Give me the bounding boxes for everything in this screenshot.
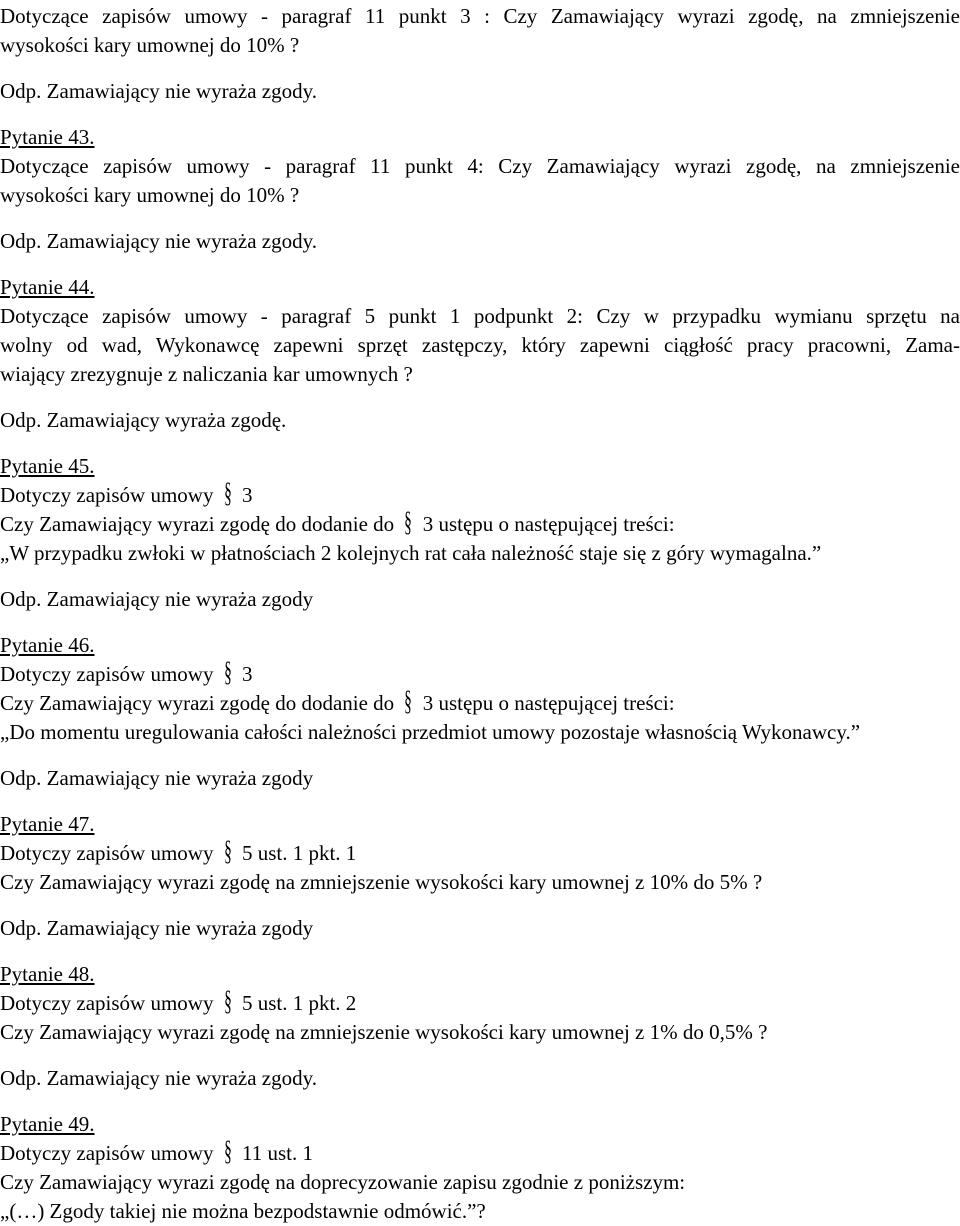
paragraph [0, 1110, 960, 1226]
paragraph [0, 1064, 960, 1093]
text-fragment: Dotyczy zapisów umowy [0, 662, 219, 686]
text-fragment: Dotyczy zapisów umowy [0, 991, 219, 1015]
text-fragment: Odp. Zamawiający nie wyraża zgody. [0, 1066, 317, 1090]
text-fragment: Odp. Zamawiający nie wyraża zgody [0, 916, 314, 940]
section-sign: § [223, 478, 232, 509]
paragraph-gap [0, 793, 960, 810]
paragraph-gap [0, 747, 960, 764]
question-heading: Pytanie 43. [0, 125, 95, 149]
section-sign: § [223, 657, 232, 688]
text-line [0, 507, 960, 539]
text-fragment: „W przypadku zwłoki w płatnościach 2 kolejnych rat cała należność staje się z góry wymagalna.” [0, 541, 822, 565]
text-fragment: Czy Zamawiający wyrazi zgodę na zmniejszenie wysokości kary umownej z 1% do 0,5% ? [0, 1020, 768, 1044]
paragraph-gap [0, 210, 960, 227]
text-fragment: 5 ust. 1 pkt. 1 [236, 841, 357, 865]
text-line [0, 181, 960, 210]
text-line [0, 986, 960, 1018]
paragraph [0, 77, 960, 106]
text-fragment: Odp. Zamawiający nie wyraża zgody [0, 766, 314, 790]
text-line [0, 31, 960, 60]
text-line [0, 868, 960, 897]
text-line [0, 227, 960, 256]
text-fragment: 3 ustępu o następującej treści: [417, 691, 675, 715]
text-fragment: 3 [236, 662, 253, 686]
question-heading-line [0, 452, 960, 481]
text-line [0, 478, 960, 510]
question-heading-line [0, 273, 960, 302]
question-heading-line [0, 631, 960, 660]
section-sign: § [404, 507, 413, 538]
paragraph [0, 273, 960, 389]
question-heading-line [0, 1110, 960, 1139]
text-line [0, 914, 960, 943]
paragraph [0, 585, 960, 614]
text-line [0, 2, 960, 31]
text-fragment: Dotyczące zapisów umowy - paragraf 5 punkt 1 podpunkt 2: Czy w przypadku wymianu sprzętu na [0, 304, 960, 328]
paragraph [0, 406, 960, 435]
text-fragment: „(…) Zgody takiej nie można bezpodstawnie odmówić.”? [0, 1199, 486, 1223]
paragraph [0, 810, 960, 897]
paragraph-gap [0, 256, 960, 273]
text-fragment: 3 [236, 483, 253, 507]
text-line [0, 836, 960, 868]
text-fragment: Odp. Zamawiający nie wyraża zgody. [0, 79, 317, 103]
paragraph-gap [0, 1093, 960, 1110]
text-fragment: Czy Zamawiający wyrazi zgodę do dodanie do [0, 512, 400, 536]
question-heading: Pytanie 48. [0, 962, 95, 986]
question-heading: Pytanie 47. [0, 812, 95, 836]
text-line [0, 331, 960, 360]
paragraph [0, 960, 960, 1047]
text-line [0, 539, 960, 568]
text-line [0, 360, 960, 389]
text-line [0, 585, 960, 614]
text-line [0, 77, 960, 106]
paragraph-gap [0, 614, 960, 631]
paragraph [0, 227, 960, 256]
question-heading: Pytanie 45. [0, 454, 95, 478]
text-line [0, 302, 960, 331]
text-fragment: wolny od wad, Wykonawcę zapewni sprzęt zastępczy, który zapewni ciągłość pracy pracowni, Zama- [0, 333, 960, 357]
text-fragment: Dotyczące zapisów umowy - paragraf 11 punkt 4: Czy Zamawiający wyrazi zgodę, na zmniejszenie [0, 154, 960, 178]
paragraph-gap [0, 106, 960, 123]
text-line [0, 764, 960, 793]
text-fragment: wysokości kary umownej do 10% ? [0, 183, 300, 207]
text-fragment: Czy Zamawiający wyrazi zgodę na doprecyzowanie zapisu zgodnie z poniższym: [0, 1170, 686, 1194]
question-heading-line [0, 810, 960, 839]
text-fragment: wiający zrezygnuje z naliczania kar umownych ? [0, 362, 413, 386]
paragraph [0, 123, 960, 210]
text-fragment: 5 ust. 1 pkt. 2 [236, 991, 357, 1015]
text-fragment: Czy Zamawiający wyrazi zgodę na zmniejszenie wysokości kary umownej z 10% do 5% ? [0, 870, 763, 894]
text-fragment: „Do momentu uregulowania całości należności przedmiot umowy pozostaje własnością Wykonawcy.” [0, 720, 861, 744]
question-heading: Pytanie 46. [0, 633, 95, 657]
paragraph-gap [0, 1047, 960, 1064]
text-line [0, 152, 960, 181]
section-sign: § [223, 836, 232, 867]
text-fragment: wysokości kary umownej do 10% ? [0, 33, 300, 57]
text-fragment: Dotyczy zapisów umowy [0, 841, 219, 865]
question-heading: Pytanie 44. [0, 275, 95, 299]
paragraph-gap [0, 60, 960, 77]
question-heading-line [0, 123, 960, 152]
section-sign: § [223, 986, 232, 1017]
text-line [0, 686, 960, 718]
text-line [0, 1018, 960, 1047]
text-line [0, 657, 960, 689]
paragraph [0, 764, 960, 793]
paragraph [0, 452, 960, 568]
text-fragment: Dotyczy zapisów umowy [0, 1141, 219, 1165]
paragraph [0, 631, 960, 747]
text-line [0, 718, 960, 747]
paragraph-gap [0, 389, 960, 406]
paragraph-gap [0, 943, 960, 960]
text-line [0, 1064, 960, 1093]
text-fragment: Odp. Zamawiający wyraża zgodę. [0, 408, 287, 432]
text-line [0, 1136, 960, 1168]
text-line [0, 406, 960, 435]
text-fragment: Dotyczy zapisów umowy [0, 483, 219, 507]
section-sign: § [223, 1136, 232, 1167]
question-heading: Pytanie 49. [0, 1112, 95, 1136]
text-fragment: Odp. Zamawiający nie wyraża zgody [0, 587, 314, 611]
section-sign: § [404, 686, 413, 717]
paragraph-gap [0, 435, 960, 452]
question-heading-line [0, 960, 960, 989]
text-fragment: 11 ust. 1 [236, 1141, 313, 1165]
text-line [0, 1197, 960, 1226]
paragraph-gap [0, 897, 960, 914]
text-fragment: 3 ustępu o następującej treści: [417, 512, 675, 536]
text-line [0, 1168, 960, 1197]
paragraph [0, 914, 960, 943]
text-fragment: Czy Zamawiający wyrazi zgodę do dodanie do [0, 691, 400, 715]
text-fragment: Dotyczące zapisów umowy - paragraf 11 punkt 3 : Czy Zamawiający wyrazi zgodę, na zmniejszenie [0, 4, 960, 28]
text-fragment: Odp. Zamawiający nie wyraża zgody. [0, 229, 317, 253]
paragraph-gap [0, 568, 960, 585]
paragraph [0, 2, 960, 60]
